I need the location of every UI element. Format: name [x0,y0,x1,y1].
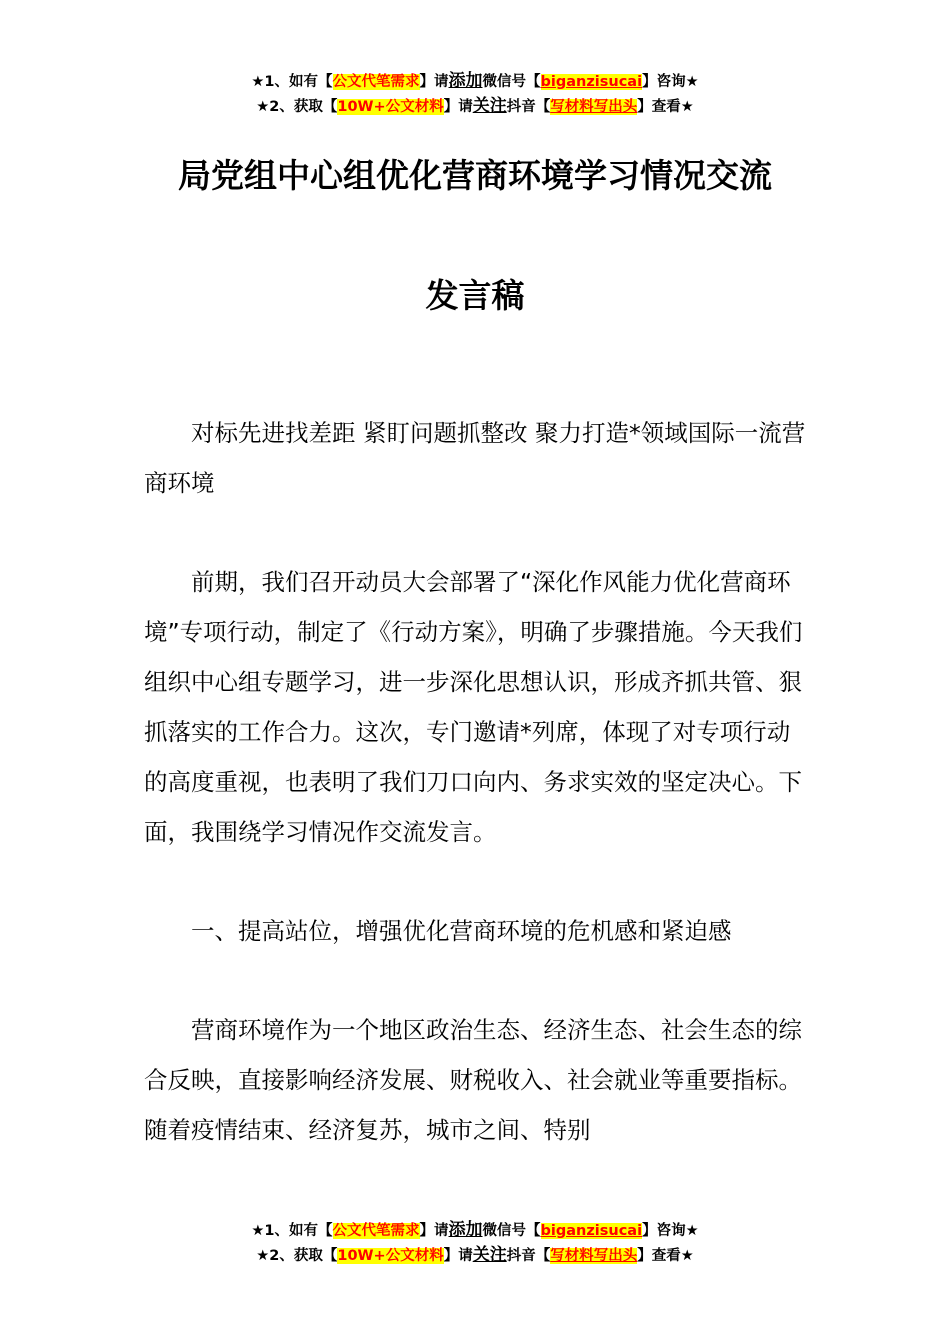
promo-text: 微信号【 [482,74,541,90]
promo-text: 抖音【 [506,1248,551,1264]
promo-douyin-id: 写材料写出头 [550,1248,638,1264]
promo-text: 】咨询★ [642,74,699,90]
promo-line-2 [0,94,950,119]
promo-emphasis: 关注 [472,96,507,116]
promo-line-2 [0,1243,950,1268]
promo-text: 】请 [443,1248,473,1264]
doc-title-line-2: 发言稿 [425,276,525,315]
promo-highlight: 公文代笔需求 [332,1223,420,1239]
promo-text: 】查看★ [637,1248,694,1264]
promo-text: 】请 [419,74,449,90]
promo-emphasis: 添加 [448,1220,483,1240]
promo-wechat-id: biganzisucai [540,1223,643,1239]
promo-text: 】请 [419,1223,449,1239]
promo-emphasis: 关注 [472,1245,507,1265]
promo-footer [0,1218,950,1268]
body-paragraph: 营商环境作为一个地区政治生态、经济生态、社会生态的综合反映，直接影响经济发展、财税收入、社会就业等重要指标。随着疫情结束、经济复苏，城市之间、特别 [144,1016,802,1144]
promo-text: 】查看★ [637,99,694,115]
promo-highlight: 10W+公文材料 [337,1248,444,1264]
promo-text: 】请 [443,99,473,115]
section-heading: 一、提高站位，增强优化营商环境的危机感和紧迫感 [191,917,732,945]
promo-text: ★2、获取【 [256,99,338,115]
promo-line-1 [0,69,950,94]
doc-title-line-1: 局党组中心组优化营商环境学习情况交流 [178,156,772,195]
promo-text: 】咨询★ [642,1223,699,1239]
intro-paragraph: 前期，我们召开动员大会部署了“深化作风能力优化营商环境”专项行动，制定了《行动方案》，明确了步骤措施。今天我们组织中心组专题学习，进一步深化思想认识，形成齐抓共管、狠抓落实的工作合力。这次，专门邀请*列席，体现了对专项行动的高度重视，也表明了我们刀口向内、务求实效的坚定决心。下面，我围绕学习情况作交流发言。 [144,568,803,846]
promo-highlight: 10W+公文材料 [337,99,444,115]
promo-line-1 [0,1218,950,1243]
subtitle-paragraph: 对标先进找差距 紧盯问题抓整改 聚力打造*领域国际一流营商环境 [144,419,806,497]
promo-text: ★1、如有【 [251,1223,333,1239]
promo-header [0,69,950,119]
promo-text: ★1、如有【 [251,74,333,90]
promo-text: ★2、获取【 [256,1248,338,1264]
promo-highlight: 公文代笔需求 [332,74,420,90]
promo-emphasis: 添加 [448,71,483,91]
promo-text: 抖音【 [506,99,551,115]
promo-text: 微信号【 [482,1223,541,1239]
promo-douyin-id: 写材料写出头 [550,99,638,115]
doc-body [144,408,808,1155]
promo-wechat-id: biganzisucai [540,74,643,90]
